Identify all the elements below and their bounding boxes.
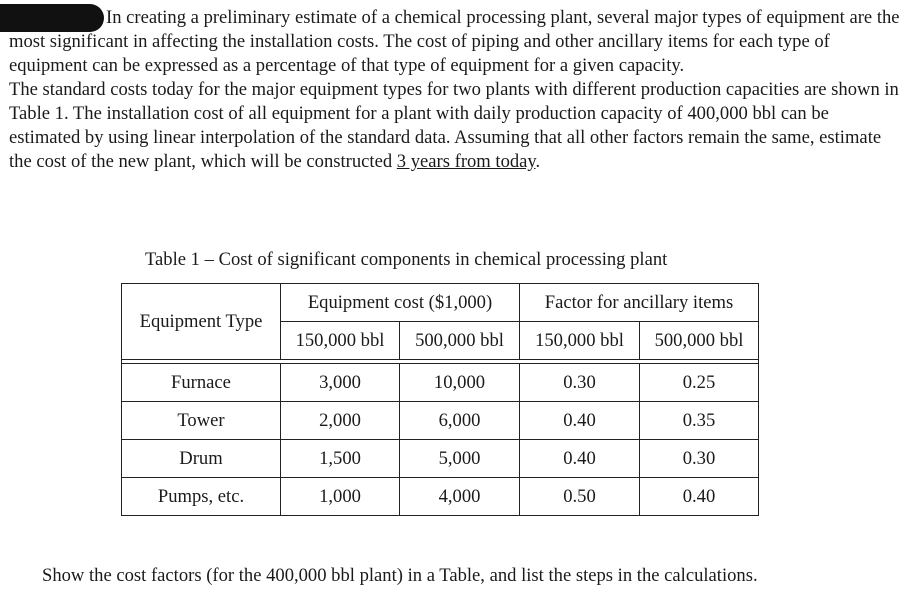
table-row bbox=[122, 364, 759, 402]
problem-paragraph-2-end: . bbox=[535, 151, 541, 172]
header-equipment-type: Equipment Type bbox=[122, 284, 281, 360]
table-caption: Table 1 – Cost of significant components in chemical processing plant bbox=[145, 249, 668, 270]
cell-cost-500: 4,000 bbox=[400, 478, 520, 516]
cell-cost-500: 6,000 bbox=[400, 402, 520, 440]
cell-factor-150: 0.50 bbox=[520, 478, 640, 516]
problem-paragraph-1: In creating a preliminary estimate of a chemical processing plant, several major types of equipment are the most significant in affecting the installation costs. The cost of piping and other ancillary items for each type of equipment can be expressed as a percentage of that type of equipment for a given capacity. bbox=[9, 7, 900, 76]
cell-factor-500: 0.40 bbox=[640, 478, 759, 516]
subheader-factor-500: 500,000 bbl bbox=[640, 322, 759, 360]
cell-factor-500: 0.25 bbox=[640, 364, 759, 402]
subheader-cost-500: 500,000 bbl bbox=[400, 322, 520, 360]
cell-cost-150: 1,000 bbox=[281, 478, 400, 516]
cell-factor-150: 0.30 bbox=[520, 364, 640, 402]
cost-table bbox=[121, 283, 759, 516]
problem-paragraph-2-text: The standard costs today for the major equipment types for two plants with different production capacities are shown in Table 1. The installation cost of all equipment for a plant with daily production capacity of 400,000 bbl can be estimated by using linear interpolation of the standard data. Assuming that all other factors remain the same, estimate the cost of the new plant, which will be constructed bbox=[9, 79, 899, 172]
problem-timeframe: 3 years from today bbox=[396, 151, 536, 172]
cell-factor-150: 0.40 bbox=[520, 440, 640, 478]
header-factor-ancillary: Factor for ancillary items bbox=[520, 284, 759, 322]
problem-statement bbox=[9, 6, 901, 174]
cell-cost-150: 1,500 bbox=[281, 440, 400, 478]
cell-cost-150: 3,000 bbox=[281, 364, 400, 402]
cell-type: Drum bbox=[122, 440, 281, 478]
subheader-factor-150: 150,000 bbl bbox=[520, 322, 640, 360]
table-row bbox=[122, 478, 759, 516]
cell-cost-500: 5,000 bbox=[400, 440, 520, 478]
cell-cost-150: 2,000 bbox=[281, 402, 400, 440]
cell-type: Furnace bbox=[122, 364, 281, 402]
cell-type: Tower bbox=[122, 402, 281, 440]
cell-cost-500: 10,000 bbox=[400, 364, 520, 402]
cell-type: Pumps, etc. bbox=[122, 478, 281, 516]
problem-paragraph-2 bbox=[9, 78, 901, 174]
footer-instruction: Show the cost factors (for the 400,000 bbl plant) in a Table, and list the steps in the calculations. bbox=[42, 565, 758, 586]
cell-factor-500: 0.35 bbox=[640, 402, 759, 440]
table-row bbox=[122, 402, 759, 440]
table-header-row bbox=[122, 284, 759, 322]
cell-factor-150: 0.40 bbox=[520, 402, 640, 440]
cell-factor-500: 0.30 bbox=[640, 440, 759, 478]
subheader-cost-150: 150,000 bbl bbox=[281, 322, 400, 360]
header-equipment-cost: Equipment cost ($1,000) bbox=[281, 284, 520, 322]
table-row bbox=[122, 440, 759, 478]
